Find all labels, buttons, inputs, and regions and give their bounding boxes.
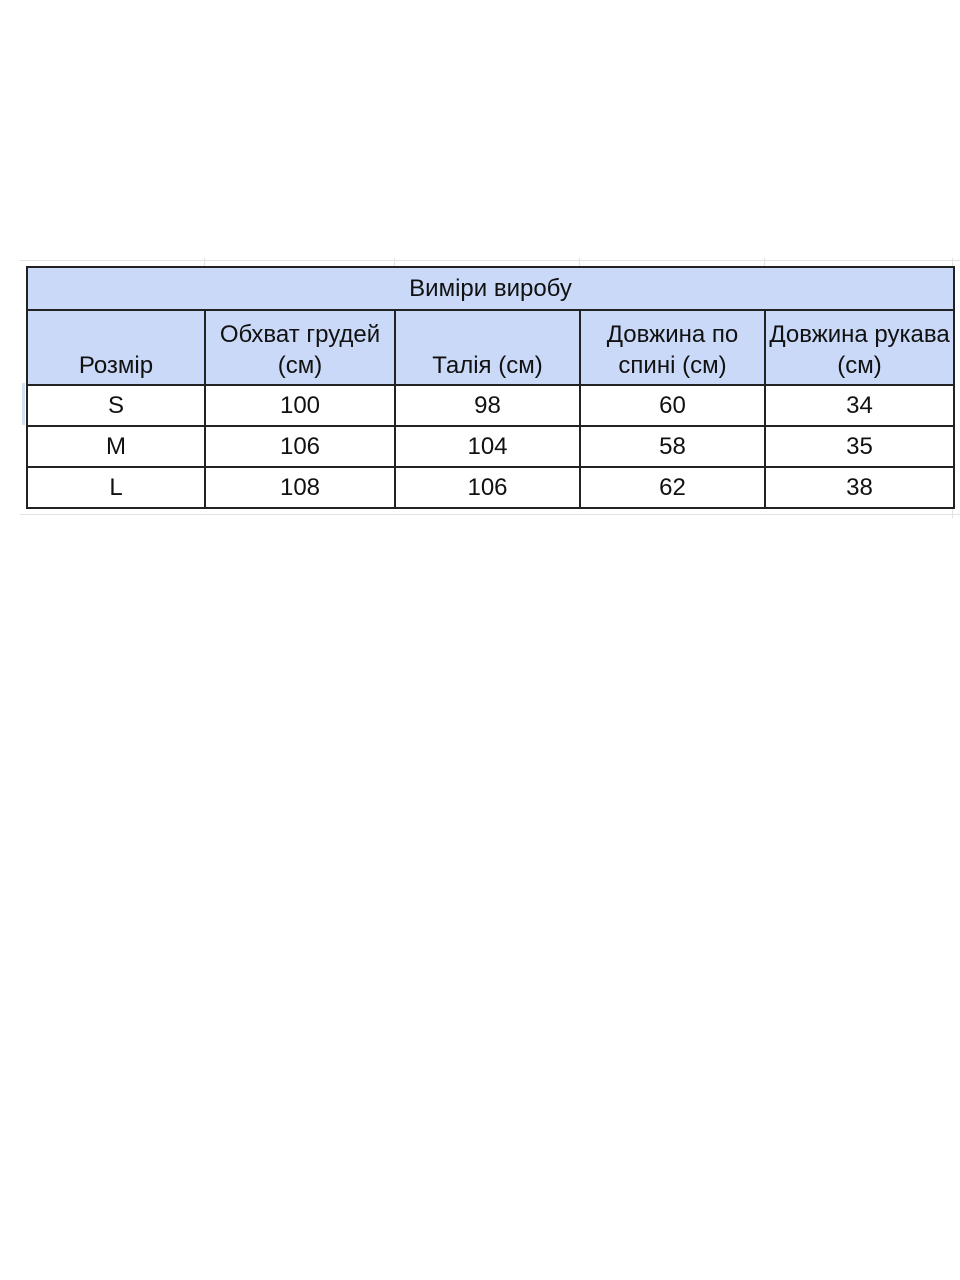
row-selection-marker [22, 383, 25, 425]
cell-chest[interactable]: 100 [205, 385, 395, 426]
cell-waist[interactable]: 104 [395, 426, 580, 467]
gridline [764, 258, 765, 266]
gridline [579, 258, 580, 266]
gridline [204, 258, 205, 266]
cell-chest[interactable]: 106 [205, 426, 395, 467]
table-header-row [27, 310, 954, 385]
header-chest[interactable]: Обхват грудей (см) [205, 310, 395, 385]
cell-sleeve-length[interactable]: 38 [765, 467, 954, 508]
cell-size[interactable]: L [27, 467, 205, 508]
header-size[interactable]: Розмір [27, 310, 205, 385]
gridline [394, 258, 395, 266]
gridline [20, 514, 960, 515]
table-row [27, 385, 954, 426]
cell-back-length[interactable]: 62 [580, 467, 765, 508]
cell-back-length[interactable]: 58 [580, 426, 765, 467]
header-back-length[interactable]: Довжина по спині (см) [580, 310, 765, 385]
cell-back-length[interactable]: 60 [580, 385, 765, 426]
size-chart-table [26, 266, 955, 509]
cell-waist[interactable]: 106 [395, 467, 580, 508]
cell-chest[interactable]: 108 [205, 467, 395, 508]
table-row [27, 426, 954, 467]
table-title[interactable]: Виміри виробу [27, 267, 954, 310]
cell-sleeve-length[interactable]: 34 [765, 385, 954, 426]
cell-waist[interactable]: 98 [395, 385, 580, 426]
table-row [27, 467, 954, 508]
header-waist[interactable]: Талія (см) [395, 310, 580, 385]
header-sleeve-length[interactable]: Довжина рукава (см) [765, 310, 954, 385]
cell-size[interactable]: S [27, 385, 205, 426]
cell-sleeve-length[interactable]: 35 [765, 426, 954, 467]
cell-size[interactable]: M [27, 426, 205, 467]
table-title-row [27, 267, 954, 310]
gridline [20, 260, 960, 261]
